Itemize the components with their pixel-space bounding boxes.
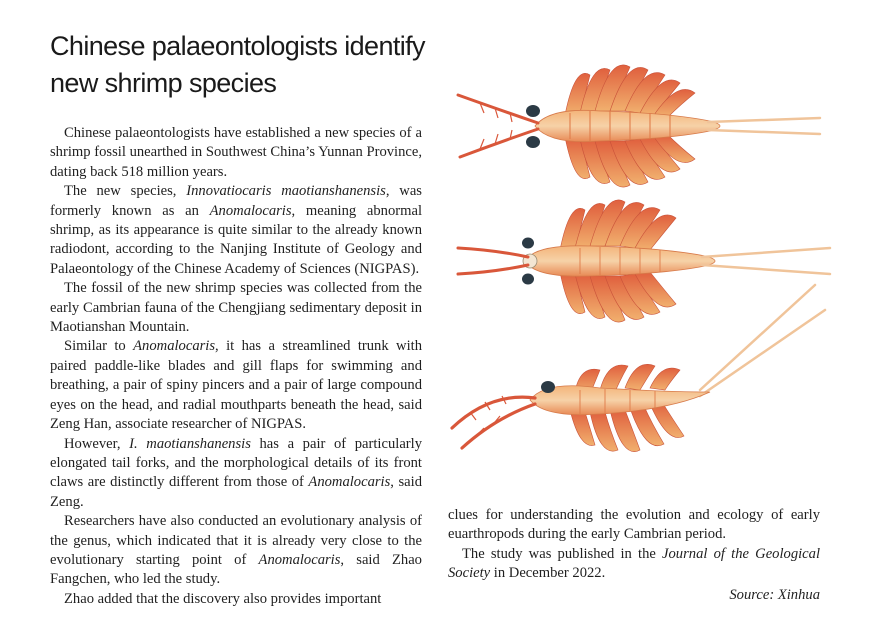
paragraph-1: Chinese palaeontologists have established a new species of a shrimp fossil unearthed in Southwest China’s Yunnan Province, dating back 518 million years.: [50, 125, 422, 180]
paragraph-8: The study was published in the Journal of the Geological Society in December 2022.: [448, 545, 820, 582]
paragraph-2: The new species, Innovatiocaris maotianshanensis, was formerly known as an Anomalocaris, meaning abnormal shrimp, as its appearance is quite similar to the already known radiodont, according to the Nanjing Institute of Geology and Palaeontology of the Chinese Academy of Sciences (NIGPAS).: [50, 183, 423, 277]
source-credit: Source: Xinhua: [729, 586, 820, 603]
shrimp-reconstruction-illustration: [440, 30, 840, 460]
shrimp-bottom-view: [458, 200, 830, 322]
paragraph-7: Zhao added that the discovery also provides important: [64, 590, 382, 607]
paragraph-7-continued: clues for understanding the evolution and ecology of early euarthropods during the early Cambrian period.: [448, 507, 820, 543]
paragraph-5: However, I. maotianshanensis has a pair of particularly elongated tail forks, and the morphological details of its front claws are distinctly different from those of Anomalocaris, said Zeng.: [50, 435, 423, 510]
article-body-left-column: [50, 124, 422, 609]
paragraph-4: Similar to Anomalocaris, it has a streamlined trunk with paired paddle-like blades and gill flaps for swimming and breathing, a pair of spiny pincers and a pair of large compound eyes on the head, and radial mouthparts beneath the head, said Zeng Han, associate researcher of NIGPAS.: [50, 338, 422, 433]
shrimp-top-view: [458, 65, 820, 187]
article-body-right-column: [448, 506, 820, 605]
article-title: Chinese palaeontologists identify new shrimp species: [50, 31, 425, 98]
paragraph-6: Researchers have also conducted an evolutionary analysis of the genus, which indicated that it is already very close to the evolutionary starting point of Anomalocaris, said Zhao Fangchen, who led the study.: [50, 513, 422, 588]
paragraph-3: The fossil of the new shrimp species was collected from the early Cambrian fauna of the Chengjiang sedimentary deposit in Maotianshan Mountain.: [50, 280, 422, 336]
